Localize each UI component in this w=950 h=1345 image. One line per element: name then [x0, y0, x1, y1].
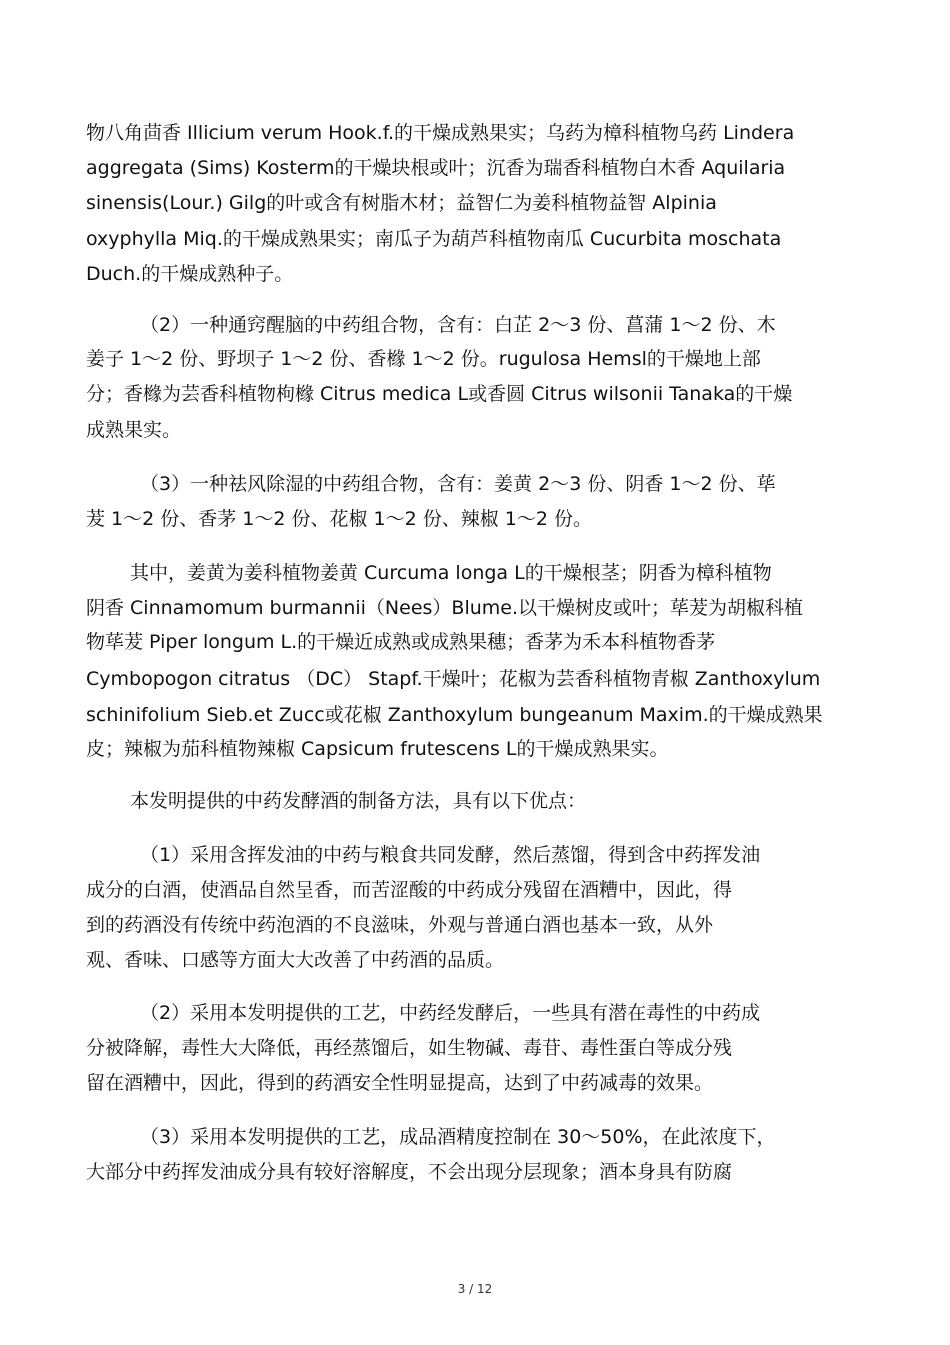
- text-line: Duch.的干燥成熟种子。: [86, 263, 294, 285]
- text-line: 茇 1～2 份、香茅 1～2 份、花椒 1～2 份、辣椒 1～2 份。: [86, 508, 593, 530]
- text-line: 本发明提供的中药发酵酒的制备方法，具有以下优点：: [130, 790, 587, 812]
- text-line: （3）采用本发明提供的工艺，成品酒精度控制在 30～50%，在此浓度下，: [140, 1126, 776, 1148]
- text-line: 留在酒糟中，因此，得到的药酒安全性明显提高，达到了中药减毒的效果。: [86, 1072, 714, 1094]
- text-line: Cymbopogon citratus （DC） Stapf.干燥叶；花椒为芸香科植物青椒 Zanthoxylum: [86, 668, 821, 690]
- text-line: 物荜茇 Piper longum L.的干燥近成熟或成熟果穗；香茅为禾本科植物香茅: [86, 631, 716, 653]
- text-line: （2）采用本发明提供的工艺，中药经发酵后，一些具有潜在毒性的中药成: [140, 1002, 761, 1024]
- page-number: 3 / 12: [457, 1282, 493, 1296]
- text-line: 大部分中药挥发油成分具有较好溶解度，不会出现分层现象；酒本身具有防腐: [86, 1161, 733, 1183]
- text-line: 阴香 Cinnamomum burmannii（Nees）Blume.以干燥树皮或叶；荜茇为胡椒科植: [86, 597, 804, 619]
- text-line: 成熟果实。: [86, 419, 182, 441]
- text-line: 分；香橼为芸香科植物枸橼 Citrus medica L或香圆 Citrus wilsonii Tanaka的干燥: [86, 383, 793, 405]
- text-line: 成分的白酒，使酒品自然呈香，而苦涩酸的中药成分残留在酒糟中，因此，得: [86, 879, 733, 901]
- text-line: 皮；辣椒为茄科植物辣椒 Capsicum frutescens L的干燥成熟果实。: [86, 738, 669, 760]
- text-line: （2）一种通窍醒脑的中药组合物，含有：白芷 2～3 份、菖蒲 1～2 份、木: [140, 314, 776, 336]
- text-line: （1）采用含挥发油的中药与粮食共同发酵，然后蒸馏，得到含中药挥发油: [140, 844, 761, 866]
- text-line: oxyphylla Miq.的干燥成熟果实；南瓜子为葫芦科植物南瓜 Cucurbita moschata: [86, 228, 782, 250]
- text-line: 到的药酒没有传统中药泡酒的不良滋味，外观与普通白酒也基本一致，从外: [86, 914, 714, 936]
- text-line: schinifolium Sieb.et Zucc或花椒 Zanthoxylum bungeanum Maxim.的干燥成熟果: [86, 704, 823, 726]
- text-line: 分被降解，毒性大大降低，再经蒸馏后，如生物碱、毒苷、毒性蛋白等成分残: [86, 1037, 733, 1059]
- text-line: 其中，姜黄为姜科植物姜黄 Curcuma longa L的干燥根茎；阴香为樟科植物: [130, 562, 772, 584]
- text-line: （3）一种祛风除湿的中药组合物，含有：姜黄 2～3 份、阴香 1～2 份、荜: [140, 473, 776, 495]
- text-line: 姜子 1～2 份、野坝子 1～2 份、香橼 1～2 份。rugulosa Hemsl的干燥地上部: [86, 348, 761, 370]
- text-line: sinensis(Lour.) Gilg的叶或含有树脂木材；益智仁为姜科植物益智 Alpinia: [86, 192, 717, 214]
- text-line: 观、香味、口感等方面大大改善了中药酒的品质。: [86, 949, 505, 971]
- text-line: aggregata (Sims) Kosterm的干燥块根或叶；沉香为瑞香科植物白木香 Aquilaria: [86, 157, 786, 179]
- text-line: 物八角茴香 Illicium verum Hook.f.的干燥成熟果实；乌药为樟科植物乌药 Lindera: [86, 122, 795, 144]
